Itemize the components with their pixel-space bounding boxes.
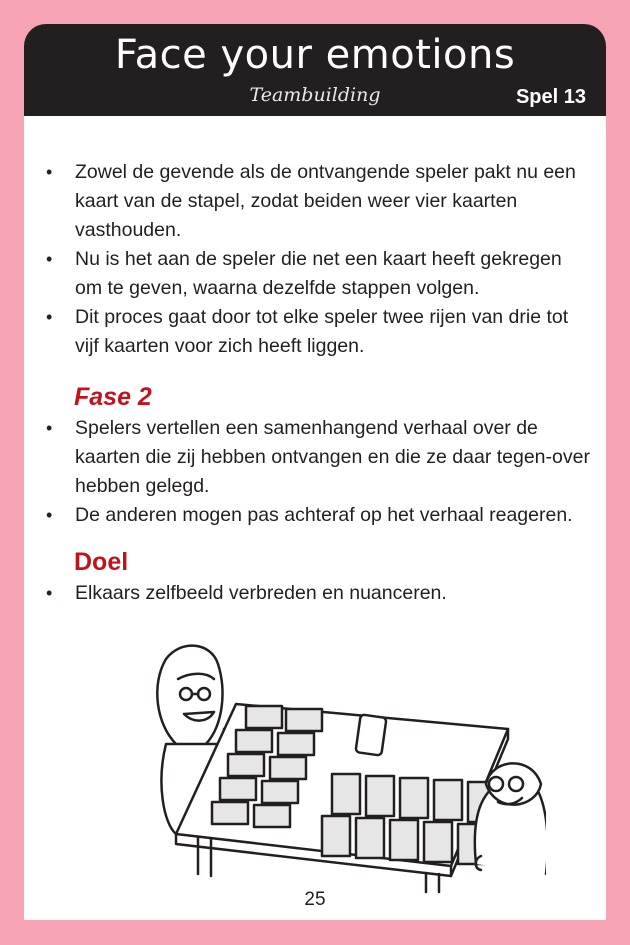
bullet-list-1 xyxy=(24,158,606,361)
bullet-list-2 xyxy=(24,414,606,530)
card-game-illustration xyxy=(136,634,546,894)
list-item: • De anderen mogen pas achteraf op het verhaal reageren. xyxy=(24,501,606,530)
game-number: Spel 13 xyxy=(515,86,586,108)
card-subtitle: Teambuilding xyxy=(249,84,381,106)
list-item: • Elkaars zelfbeeld verbreden en nuanceren. xyxy=(24,579,606,608)
card-title: Face your emotions xyxy=(114,32,516,78)
list-item: • Nu is het aan de speler die net een kaart heeft gekregen om te geven, waarna dezelfde stappen volgen. xyxy=(24,245,606,303)
doel-heading: Doel xyxy=(74,548,129,576)
fase-heading: Fase 2 xyxy=(74,383,152,411)
card-header xyxy=(24,24,606,116)
card-content xyxy=(24,158,606,608)
page-number: 25 xyxy=(304,889,326,910)
list-item: • Spelers vertellen een samenhangend verhaal over de kaarten die zij hebben ontvangen en die ze daar tegen-over hebben gelegd. xyxy=(24,414,606,501)
list-item: • Zowel de gevende als de ontvangende speler pakt nu een kaart van de stapel, zodat beiden weer vier kaarten vasthouden. xyxy=(24,158,606,245)
bullet-list-3 xyxy=(24,579,606,608)
game-card xyxy=(24,24,606,920)
list-item: • Dit proces gaat door tot elke speler twee rijen van drie tot vijf kaarten voor zich heeft liggen. xyxy=(24,303,606,361)
